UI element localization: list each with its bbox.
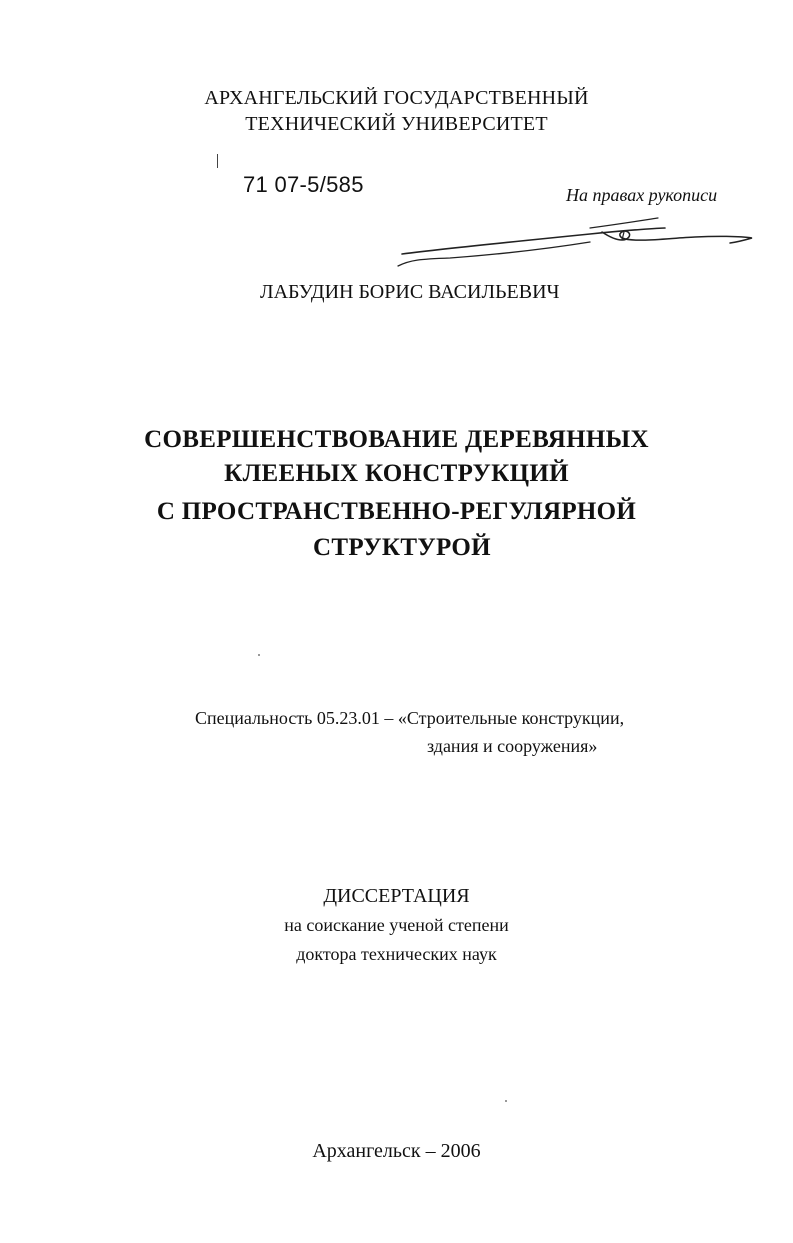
degree-line-1: на соискание ученой степени — [284, 915, 509, 935]
author-name: ЛАБУДИН БОРИС ВАСИЛЬЕВИЧ — [260, 281, 560, 303]
university-name-line-1: АРХАНГЕЛЬСКИЙ ГОСУДАРСТВЕННЫЙ — [204, 87, 589, 109]
city-year: Архангельск – 2006 — [312, 1140, 481, 1162]
document-type-heading: ДИССЕРТАЦИЯ — [323, 885, 470, 907]
title-line-1: СОВЕРШЕНСТВОВАНИЕ ДЕРЕВЯННЫХ — [144, 426, 649, 453]
university-name-line-2: ТЕХНИЧЕСКИЙ УНИВЕРСИТЕТ — [245, 113, 548, 135]
scan-dot-2 — [505, 1100, 507, 1102]
specialty-line-2: здания и сооружения» — [427, 736, 598, 756]
title-line-2: КЛЕЕНЫХ КОНСТРУКЦИЙ — [224, 460, 569, 487]
title-line-3: С ПРОСТРАНСТВЕННО-РЕГУЛЯРНОЙ — [156, 498, 637, 525]
manuscript-rights-note: На правах рукописи — [566, 185, 718, 205]
degree-line-2: доктора технических наук — [296, 944, 497, 964]
library-stamp-number: 71 07-5/585 — [243, 172, 364, 197]
scan-dot — [258, 654, 260, 656]
signature-image — [390, 210, 760, 272]
scan-mark — [217, 154, 218, 168]
title-line-4: СТРУКТУРОЙ — [313, 534, 491, 561]
specialty-line-1: Специальность 05.23.01 – «Строительные конструкции, — [195, 708, 625, 728]
